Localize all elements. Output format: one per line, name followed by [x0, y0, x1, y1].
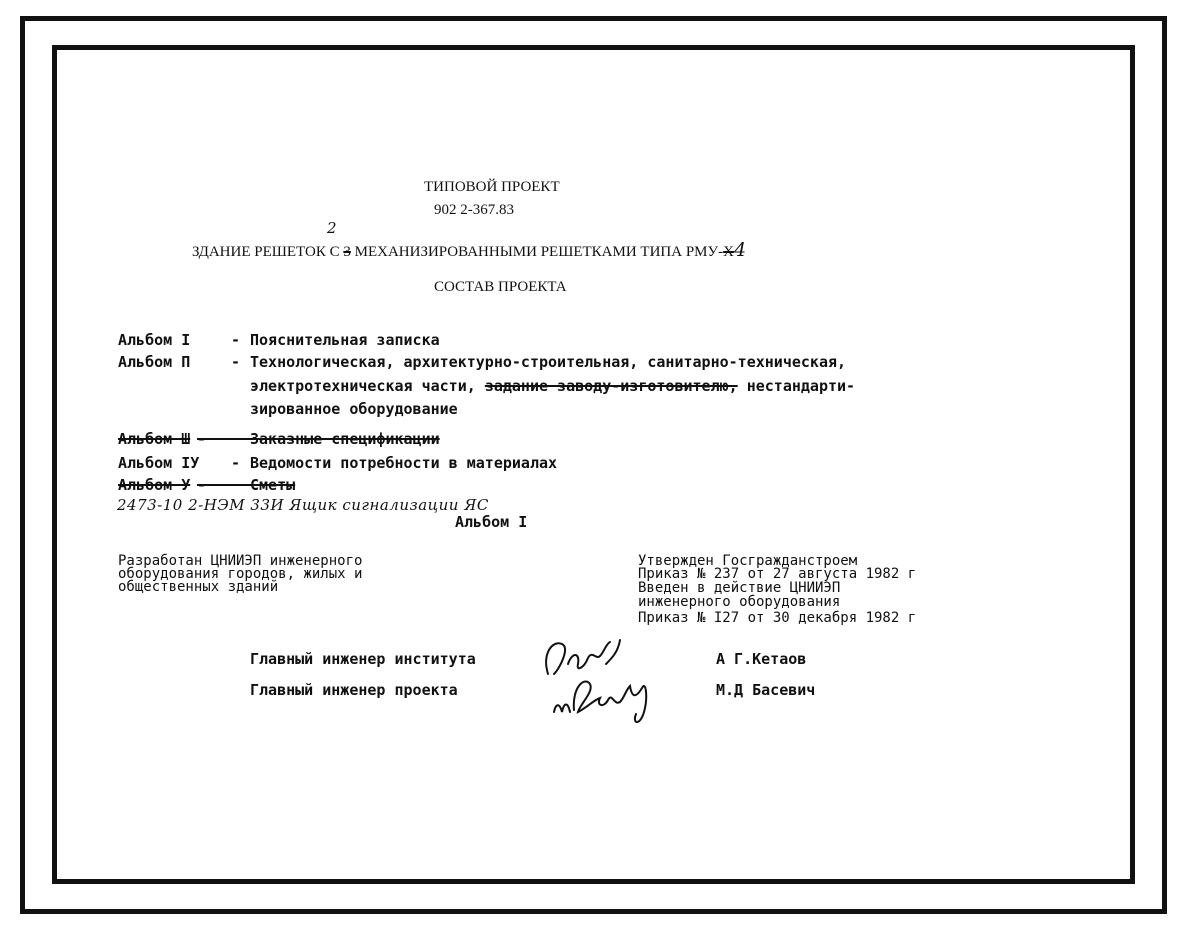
approval-line-5: Приказ № I27 от 30 декабря 1982 г	[638, 610, 917, 626]
title-hand-type: 4	[733, 239, 747, 261]
album-5-label: Альбом У	[118, 476, 191, 494]
album-4-label: Альбом IУ	[118, 454, 200, 472]
title-prefix: ЗДАНИЕ РЕШЕТОК С	[192, 244, 344, 260]
inner-frame	[52, 45, 1135, 884]
album-4-dash: -	[231, 454, 241, 472]
album-2-dash: -	[231, 353, 241, 371]
chief-institute-label: Главный инженер института	[250, 650, 476, 668]
chief-project-name: М.Д Басевич	[716, 681, 816, 699]
handwritten-digit: 2	[327, 219, 337, 237]
album-1-label: Альбом I	[118, 331, 191, 349]
handwritten-note: 2473-10 2-НЭМ 33И Ящик сигнализации ЯС	[117, 496, 489, 514]
developer-line-1: Разработан ЦНИИЭП инженерного	[118, 553, 363, 569]
developer-line-3: общественных зданий	[118, 579, 279, 595]
developer-line-2: оборудования городов, жилых и	[118, 566, 363, 582]
album-2-text-line2	[250, 378, 855, 395]
project-title	[192, 239, 747, 261]
album-reference: Альбом I	[455, 513, 528, 531]
chief-project-label: Главный инженер проекта	[250, 681, 458, 699]
approval-line-2: Приказ № 237 от 27 августа 1982 г	[638, 566, 917, 582]
album-1-text: Пояснительная записка	[250, 331, 440, 349]
album-2-text: Технологическая, архитектурно-строительная, санитарно-техническая,	[250, 353, 847, 371]
doc-type: ТИПОВОЙ ПРОЕКТ	[424, 179, 560, 195]
album-3-text: Заказные спецификации	[250, 430, 440, 448]
album-3-dash: -	[197, 430, 207, 448]
approval-line-1: Утвержден Госгражданстроем	[638, 553, 858, 569]
album-2-struck-part: задание заводу-изготовителю,	[484, 377, 738, 395]
signature-chief-project	[550, 668, 670, 732]
album-2-label: Альбом П	[118, 353, 191, 371]
title-middle: МЕХАНИЗИРОВАННЫМИ РЕШЕТКАМИ ТИПА РМУ-	[350, 244, 724, 260]
album-2-text-line3: зированное оборудование	[250, 400, 458, 418]
album-4-text: Ведомости потребности в материалах	[250, 454, 558, 472]
project-number: 902 2-367.83	[434, 202, 514, 218]
title-struck-digit: 3	[343, 244, 351, 260]
section-title: СОСТАВ ПРОЕКТА	[434, 279, 567, 295]
album-2-text-part1: электротехническая части,	[250, 377, 485, 395]
album-5-text: Сметы	[250, 476, 296, 494]
chief-institute-name: А Г.Кетаов	[716, 650, 807, 668]
approval-line-4: инженерного оборудования	[638, 594, 841, 610]
album-1-dash: -	[231, 331, 241, 349]
album-5-dash: -	[197, 476, 207, 494]
album-3-label: Альбом Ш	[118, 430, 191, 448]
approval-line-3: Введен в действие ЦНИИЭП	[638, 580, 841, 596]
album-2-text-part2: нестандарти-	[737, 377, 856, 395]
title-struck-type: X	[723, 244, 734, 260]
